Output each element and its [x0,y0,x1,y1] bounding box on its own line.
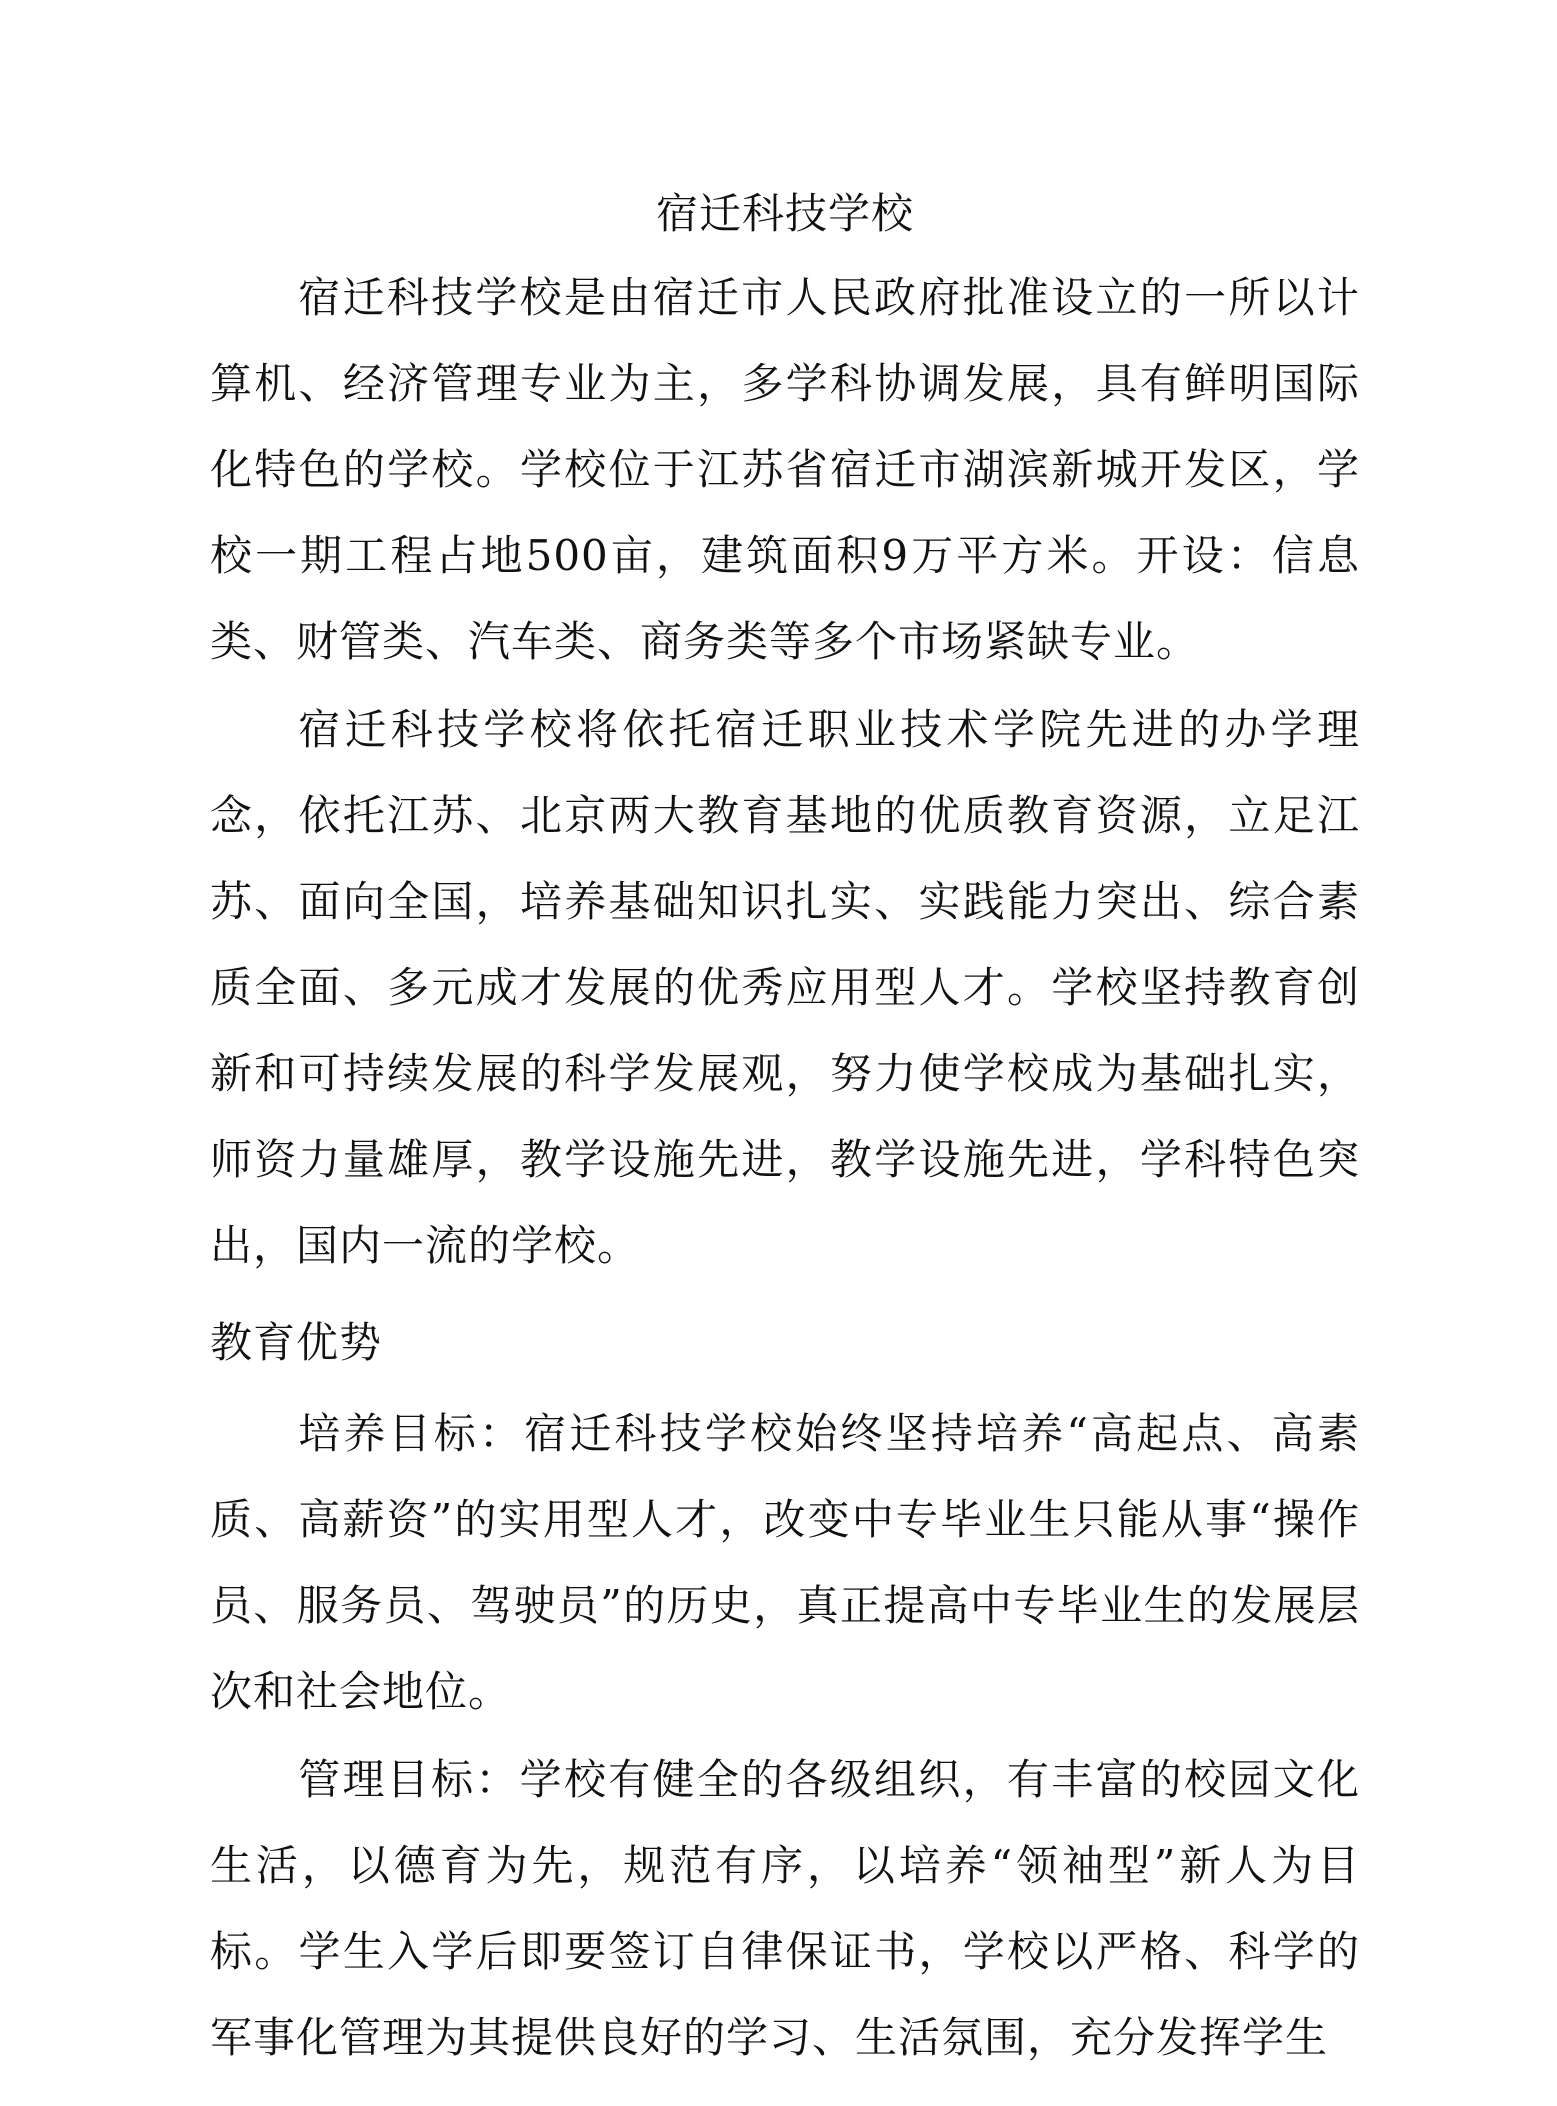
training-goal-paragraph: 培养目标：宿迁科技学校始终坚持培养“高起点、高素质、高薪资”的实用型人才，改变中专毕业生只能从事“操作员、服务员、驾驶员”的历史，真正提高中专毕业生的发展层次和社会地位。 [210,1409,1360,1716]
management-goal-paragraph: 管理目标：学校有健全的各级组织，有丰富的校园文化生活，以德育为先，规范有序，以培养“领袖型”新人为目标。学生入学后即要签订自律保证书，学校以严格、科学的军事化管理为其提供良好的学习、生活氛围，充分发挥学生 [210,1755,1360,2062]
intro-paragraph-1: 宿迁科技学校是由宿迁市人民政府批准设立的一所以计算机、经济管理专业为主，多学科协调发展，具有鲜明国际化特色的学校。学校位于江苏省宿迁市湖滨新城开发区，学校一期工程占地500亩，建筑面积9万平方米。开设：信息类、财管类、汽车类、商务类等多个市场紧缺专业。 [210,273,1360,666]
document-body [210,175,1360,2081]
intro-paragraph-2: 宿迁科技学校将依托宿迁职业技术学院先进的办学理念，依托江苏、北京两大教育基地的优质教育资源，立足江苏、面向全国，培养基础知识扎实、实践能力突出、综合素质全面、多元成才发展的优秀应用型人才。学校坚持教育创新和可持续发展的科学发展观，努力使学校成为基础扎实，师资力量雄厚，教学设施先进，教学设施先进，学科特色突出，国内一流的学校。 [210,705,1360,1270]
document-title: 宿迁科技学校 [655,189,914,238]
section-heading: 教育优势 [210,1318,383,1367]
